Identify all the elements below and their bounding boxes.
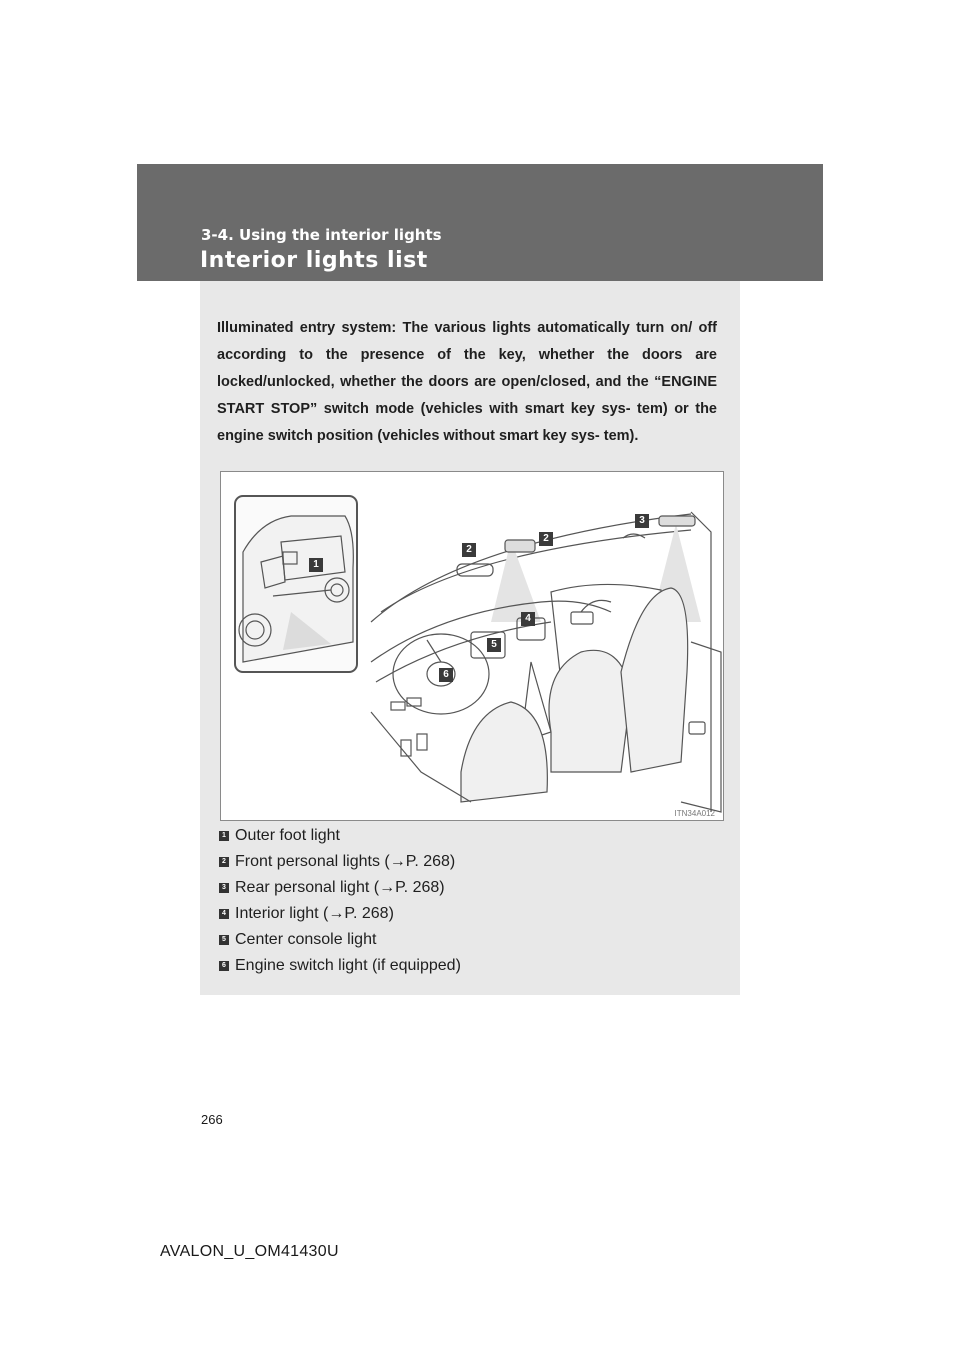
chapter-header-bar [137, 164, 823, 281]
interior-lights-illustration [220, 471, 724, 821]
callout-engine-switch-light: 6 [439, 668, 453, 682]
legend-number-badge: 6 [219, 961, 229, 971]
callout-rear-personal-light: 3 [635, 514, 649, 528]
callout-interior-light: 4 [521, 612, 535, 626]
section-label: 3-4. Using the interior lights [201, 226, 442, 244]
legend-list [219, 823, 729, 979]
legend-number-badge: 4 [219, 909, 229, 919]
intro-paragraph: Illuminated entry system: The various lights automatically turn on/ off according to the presence of the key, whether the doors are locked/unlocked, whether the doors are open/closed, and the “ENGINE START STOP” switch mode (vehicles with smart key sys- tem) or the engine switch position (vehicles without smart key sys- tem). [217, 320, 717, 444]
legend-label: Engine switch light (if equipped) [235, 957, 461, 974]
legend-item [219, 823, 729, 849]
legend-number-badge: 5 [219, 935, 229, 945]
legend-number-badge: 1 [219, 831, 229, 841]
page-number: 266 [201, 1112, 223, 1127]
legend-label: Center console light [235, 931, 377, 948]
legend-label: Outer foot light [235, 827, 340, 844]
figure-code: ITN34A012 [674, 809, 715, 818]
legend-item [219, 953, 729, 979]
callout-front-personal-light-right: 2 [539, 532, 553, 546]
legend-item [219, 875, 729, 901]
legend-item [219, 901, 729, 927]
callout-outer-foot-light: 1 [309, 558, 323, 572]
legend-number-badge: 2 [219, 857, 229, 867]
legend-item [219, 849, 729, 875]
legend-label: Rear personal light (→P. 268) [235, 879, 445, 896]
callout-center-console-light: 5 [487, 638, 501, 652]
legend-item [219, 927, 729, 953]
legend-number-badge: 3 [219, 883, 229, 893]
legend-label: Front personal lights (→P. 268) [235, 853, 456, 870]
document-id: AVALON_U_OM41430U [160, 1243, 339, 1260]
legend-label: Interior light (→P. 268) [235, 905, 394, 922]
page-title: Interior lights list [200, 248, 428, 273]
callout-front-personal-light-left: 2 [462, 543, 476, 557]
content-panel [200, 281, 740, 995]
